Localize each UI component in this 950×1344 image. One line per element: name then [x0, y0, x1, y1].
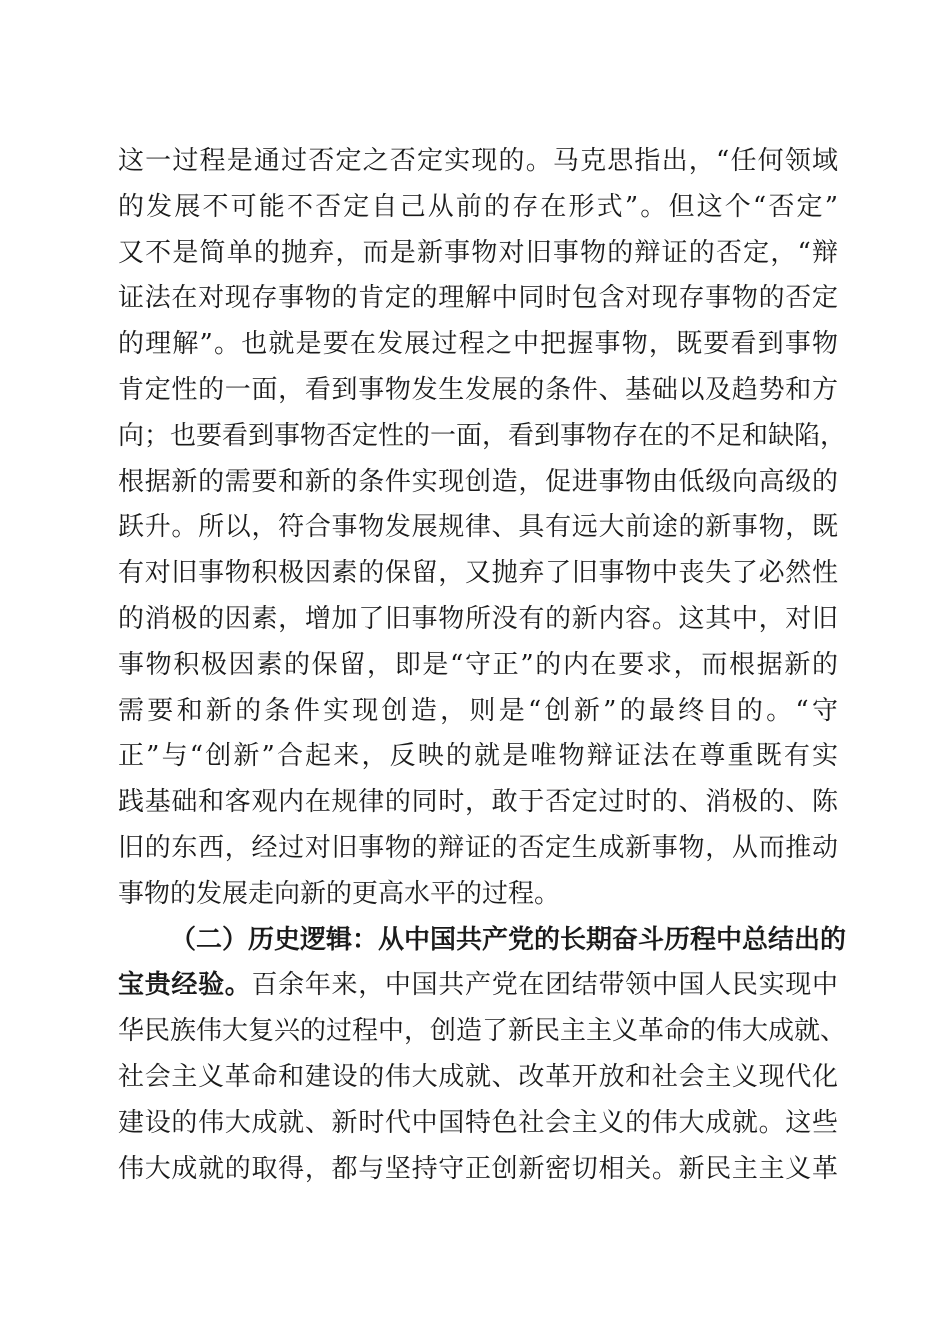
- text-line: 践基础和客观内在规律的同时，敢于否定过时的、消极的、陈: [118, 787, 838, 818]
- text-line: 建设的伟大成就、新时代中国特色社会主义的伟大成就。这些: [118, 1107, 838, 1138]
- text-line: 的发展不可能不否定自己从前的存在形式”。但这个“否定”: [118, 191, 838, 222]
- section-heading: （二）历史逻辑：从中国共产党的长期奋斗历程中总结出的: [170, 924, 847, 955]
- text-line: [118, 963, 838, 1009]
- text-line: 肯定性的一面，看到事物发生发展的条件、基础以及趋势和方: [118, 374, 838, 405]
- text-line: 华民族伟大复兴的过程中，创造了新民主主义革命的伟大成就、: [118, 1016, 847, 1047]
- text-line: 的理解”。也就是要在发展过程之中把握事物，既要看到事物: [118, 329, 838, 360]
- text-line: 正”与“创新”合起来，反映的就是唯物辩证法在尊重既有实: [118, 741, 838, 772]
- text-line: 社会主义革命和建设的伟大成就、改革开放和社会主义现代化: [118, 1061, 838, 1092]
- section-heading-end: 宝贵经验。: [118, 970, 252, 1001]
- text-line: 旧的东西，经过对旧事物的辩证的否定生成新事物，从而推动: [118, 832, 838, 863]
- text-line: 的消极的因素，增加了旧事物所没有的新内容。这其中，对旧: [118, 603, 838, 634]
- text-fragment: 百余年来，中国共产党在团结带领中国人民实现中: [251, 970, 838, 1001]
- text-line: 事物积极因素的保留，即是“守正”的内在要求，而根据新的: [118, 649, 838, 680]
- text-line: 需要和新的条件实现创造，则是“创新”的最终目的。“守: [118, 695, 838, 726]
- text-line: 证法在对现存事物的肯定的理解中同时包含对现存事物的否定: [118, 283, 838, 314]
- text-line: 向；也要看到事物否定性的一面，看到事物存在的不足和缺陷，: [118, 420, 847, 451]
- text-line: 跃升。所以，符合事物发展规律、具有远大前途的新事物，既: [118, 512, 838, 543]
- text-line: 根据新的需要和新的条件实现创造，促进事物由低级向高级的: [118, 466, 838, 497]
- body-text: [118, 139, 847, 1192]
- text-line: 有对旧事物积极因素的保留，又抛弃了旧事物中丧失了必然性: [118, 558, 838, 589]
- text-line: 伟大成就的取得，都与坚持守正创新密切相关。新民主主义革: [118, 1153, 838, 1184]
- paragraph-1: [118, 139, 847, 918]
- paragraph-2: [118, 918, 847, 1193]
- text-line: 事物的发展走向新的更高水平的过程。: [118, 878, 561, 909]
- text-line: 这一过程是通过否定之否定实现的。马克思指出，“任何领域: [118, 146, 838, 176]
- text-line: 又不是简单的抛弃，而是新事物对旧事物的辩证的否定，“辩: [118, 237, 838, 268]
